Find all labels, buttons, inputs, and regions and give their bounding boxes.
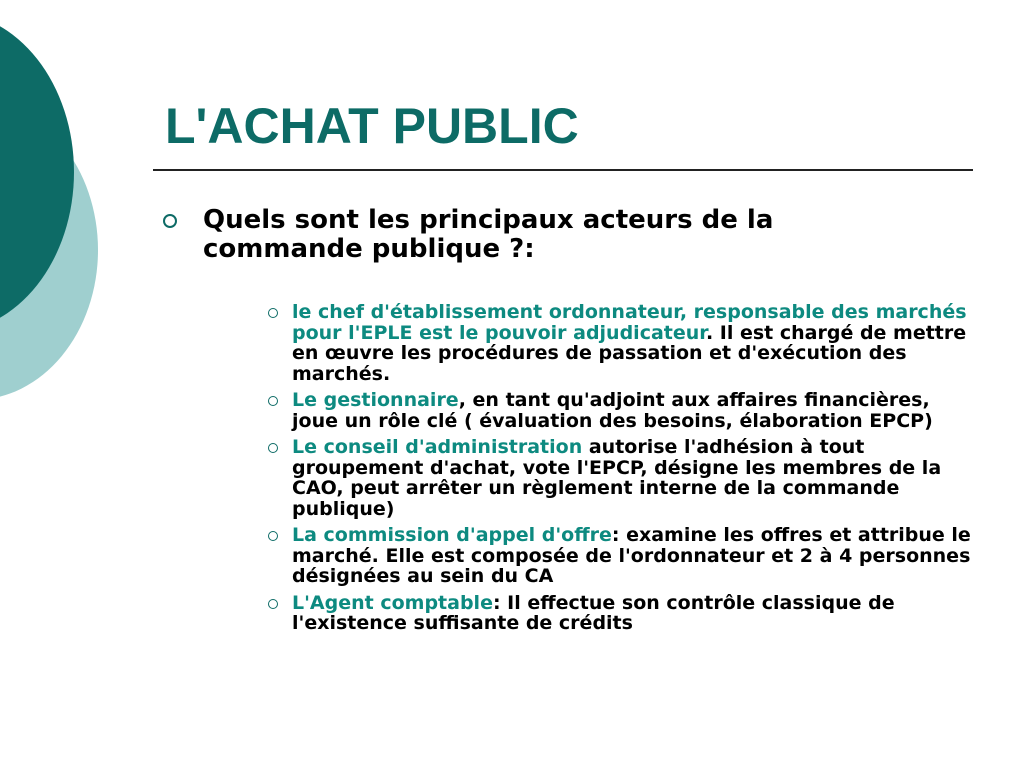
actor-description: . Il est chargé de mettre en œuvre les procédures de passation et d'exécution des marchés.	[292, 321, 967, 385]
circle-bullet-icon	[268, 531, 278, 541]
circle-bullet-icon	[268, 308, 278, 318]
actor-name: Le gestionnaire	[292, 389, 459, 411]
circle-bullet-icon	[268, 443, 278, 453]
circle-bullet-icon	[163, 214, 177, 228]
list-item	[266, 302, 976, 384]
actor-name: La commission d'appel d'offre	[292, 524, 612, 546]
actor-description: : examine les offres et attribue le marché. Elle est composée de l'ordonnateur et 2 à 4 personnes désignées au sein du CA	[292, 524, 971, 587]
actor-name: Le conseil d'administration	[292, 436, 583, 458]
title-divider	[153, 169, 973, 171]
slide-title: L'ACHAT PUBLIC	[165, 98, 579, 154]
list-item	[266, 390, 976, 431]
list-item	[266, 593, 976, 634]
list-item	[266, 437, 976, 519]
actor-list	[266, 302, 976, 640]
actor-description: : Il effectue son contrôle classique de l'existence suffisante de crédits	[292, 591, 895, 634]
actor-name: L'Agent comptable	[292, 591, 493, 614]
circle-bullet-icon	[268, 396, 278, 406]
list-item	[266, 525, 976, 587]
actor-name: le chef d'établissement ordonnateur, responsable des marchés pour l'EPLE est le pouvoir adjudicateur	[292, 301, 967, 344]
circle-bullet-icon	[268, 599, 278, 609]
actor-description: , en tant qu'adjoint aux affaires financières, joue un rôle clé ( évaluation des besoins, élaboration EPCP)	[292, 389, 933, 432]
actor-description: autorise l'adhésion à tout groupement d'achat, vote l'EPCP, désigne les membres de la CAO, peut arrêter un règlement interne de la commande publique)	[292, 436, 942, 520]
main-question: Quels sont les principaux acteurs de la commande publique ?:	[203, 205, 774, 264]
